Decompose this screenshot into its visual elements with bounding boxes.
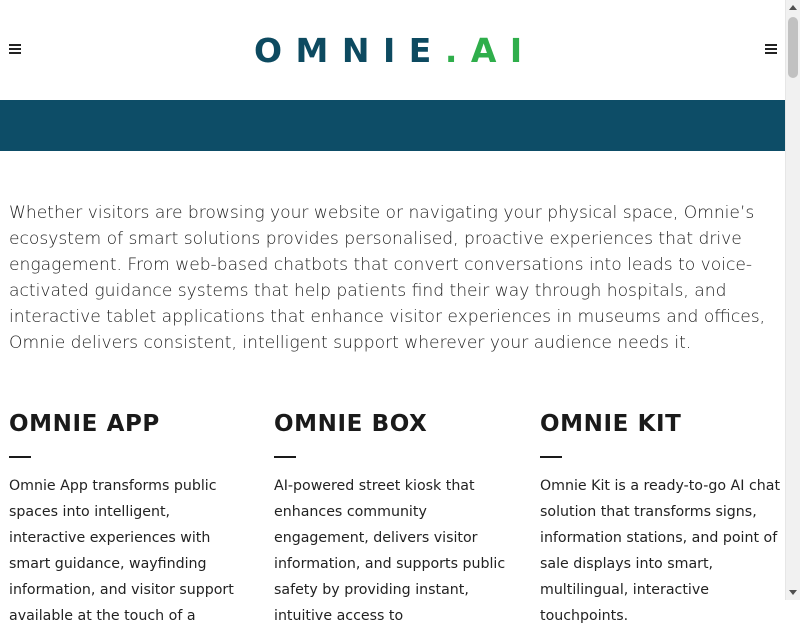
hamburger-menu-icon[interactable] — [765, 44, 777, 55]
product-card-omnie-app — [9, 408, 249, 624]
site-header — [0, 0, 785, 100]
omnie-ai-logo[interactable] — [254, 31, 536, 71]
scroll-down-arrow-icon[interactable] — [789, 590, 797, 595]
product-title: OMNIE KIT — [540, 411, 682, 437]
scrollbar-thumb[interactable] — [788, 17, 798, 78]
logo-dot-text: . — [444, 31, 471, 70]
product-description: Omnie Kit is a ready-to-go AI chat solution that transforms signs, information stations, and point of sale displays into smart, multilingual, interactive touchpoints. — [540, 478, 781, 624]
product-title: OMNIE APP — [9, 411, 160, 437]
product-description: Omnie App transforms public spaces into intelligent, interactive experiences with smart guidance, wayfinding information, and visitor support available at the touch of a — [9, 478, 234, 624]
product-description: AI-powered street kiosk that enhances community engagement, delivers visitor information, and supports public safety by providing instant, intuitive access to — [274, 478, 506, 624]
product-card-omnie-kit — [540, 408, 781, 624]
hamburger-menu-icon[interactable] — [9, 44, 21, 55]
title-underline — [274, 456, 296, 458]
logo-ai-text: AI — [470, 31, 536, 70]
title-underline — [540, 456, 562, 458]
product-title: OMNIE BOX — [274, 411, 428, 437]
logo-omnie-text: OMNIE — [254, 31, 445, 70]
product-card-omnie-box — [274, 408, 514, 624]
hero-banner — [0, 100, 785, 151]
title-underline — [9, 456, 31, 458]
intro-paragraph: Whether visitors are browsing your website or navigating your physical space, Omnie’s ecosystem of smart solutions provides personalised, proactive experiences that drive engagement. From web-based chatbots that convert conversations into leads to voice-activated guidance systems that help patients find their way through hospitals, and interactive tablet applications that enhance visitor experiences in museums and offices, Omnie delivers consistent, intelligent support wherever your audience needs it. — [9, 203, 766, 353]
vertical-scrollbar[interactable] — [785, 0, 800, 600]
scroll-up-arrow-icon[interactable] — [789, 5, 797, 10]
